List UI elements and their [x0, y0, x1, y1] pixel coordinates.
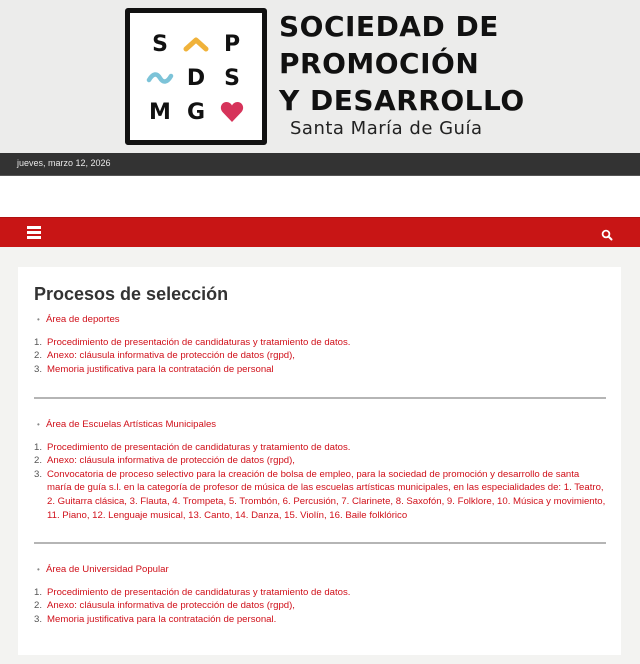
site-subtitle: Santa María de Guía: [290, 118, 483, 139]
logo-grid: [142, 27, 250, 127]
list-item[interactable]: 3. Memoria justificativa para la contratación de personal.: [34, 613, 277, 625]
section-divider: [34, 542, 606, 544]
main-navbar: [0, 217, 640, 247]
area-link-deportes[interactable]: • Área de deportes: [34, 313, 606, 327]
header-spacer: [0, 176, 640, 217]
document-list: [34, 336, 606, 377]
heart-icon: [214, 95, 250, 129]
section-escuelas-artisticas: [34, 418, 606, 522]
hamburger-icon[interactable]: [27, 226, 41, 239]
area-link-escuelas-artisticas[interactable]: • Área de Escuelas Artísticas Municipales: [34, 418, 606, 432]
content-card: [18, 267, 621, 655]
area-link-universidad-popular[interactable]: • Área de Universidad Popular: [34, 563, 606, 577]
site-title-line-2: PROMOCIÓN: [279, 47, 480, 80]
search-icon[interactable]: [601, 228, 613, 240]
logo-letter-d: D: [186, 65, 206, 91]
document-list: [34, 441, 606, 523]
section-divider: [34, 397, 606, 399]
logo-letter-s: S: [152, 31, 168, 57]
logo-letter-g: G: [186, 99, 206, 125]
logo-mark[interactable]: [125, 8, 267, 145]
list-item[interactable]: 3. Convocatoria de proceso selectivo para la creación de bolsa de empleo, para la sociedad de promoción y desarrollo de santa maría de guía s.l. en la categoría de profesor de música de las escuelas artísticas municipales, en las especialidades de: 1. Teatro, 2. Guitarra clásica, 3. Flauta, 4. Trompeta, 5. Trombón, 6. Percusión, 7. Clarinete, 8. Saxofón, 9. Folklore, 10. Música y movimiento, 11. Piano, 12. Lenguaje musical, 13. Canto, 14. Danza, 15. Violín, 16. Baile folklórico: [34, 468, 606, 521]
section-universidad-popular: [34, 563, 606, 626]
page-title: Procesos de selección: [34, 284, 229, 304]
logo-letter-s2: S: [224, 65, 240, 91]
top-date-bar: [0, 153, 640, 176]
section-deportes: [34, 313, 606, 376]
list-item[interactable]: 2. Anexo: cláusula informativa de protección de datos (rgpd),: [34, 350, 295, 362]
site-title[interactable]: [279, 8, 525, 119]
logo-letter-p: P: [223, 31, 241, 57]
document-list: [34, 586, 606, 627]
site-title-line-3: Y DESARROLLO: [279, 84, 525, 117]
current-date: jueves, marzo 12, 2026: [17, 158, 111, 168]
list-item[interactable]: 2. Anexo: cláusula informativa de protección de datos (rgpd),: [34, 455, 295, 467]
chevron-up-icon: [178, 27, 214, 61]
logo-letter-m: M: [149, 99, 171, 125]
site-title-line-1: SOCIEDAD DE: [279, 10, 499, 43]
list-item[interactable]: 2. Anexo: cláusula informativa de protección de datos (rgpd),: [34, 600, 295, 612]
list-item[interactable]: 1. Procedimiento de presentación de candidaturas y tratamiento de datos.: [34, 336, 351, 348]
list-item[interactable]: 1. Procedimiento de presentación de candidaturas y tratamiento de datos.: [34, 586, 351, 598]
wave-icon: [142, 61, 178, 95]
list-item[interactable]: 1. Procedimiento de presentación de candidaturas y tratamiento de datos.: [34, 441, 351, 453]
site-header-banner: [0, 0, 640, 153]
list-item[interactable]: 3. Memoria justificativa para la contratación de personal: [34, 363, 274, 375]
